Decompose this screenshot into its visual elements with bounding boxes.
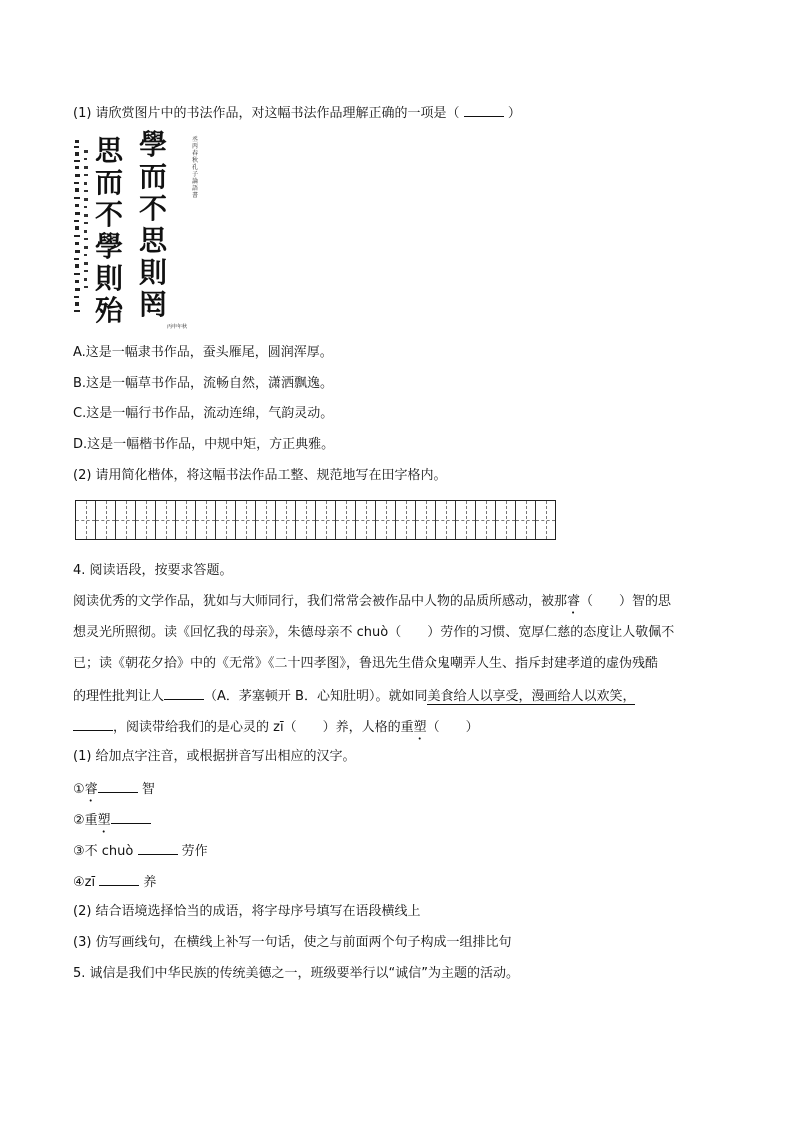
calligraphy-seal-text: 丙申年秋 — [166, 324, 187, 330]
grid-cell[interactable] — [236, 501, 256, 539]
option-b: B.这是一幅草书作品，流畅自然，潇洒飘逸。 — [73, 376, 334, 391]
dotted-char: 塑 — [413, 720, 427, 735]
grid-cell[interactable] — [436, 501, 456, 539]
q4-item-3 — [73, 842, 208, 860]
q3-part2-prompt: (2) 请用简化楷体，将这幅书法作品工整、规范地写在田字格内。 — [73, 468, 447, 483]
q3-part1-text: (1) 请欣赏图片中的书法作品，对这幅书法作品理解正确的一项是（ — [73, 106, 460, 121]
calli-char: 思 — [138, 224, 167, 257]
q4-sub3: (3) 仿写画线句，在横线上补写一句话，使之与前面两个句子构成一组排比句 — [73, 935, 512, 950]
item-text: 劳作 — [181, 844, 208, 859]
q4-paragraph-line-1 — [73, 594, 671, 617]
calli-char: 而 — [94, 166, 123, 199]
q4-sub2: (2) 结合语境选择恰当的成语，将字母序号填写在语段横线上 — [73, 904, 421, 919]
calli-char: 學 — [94, 230, 123, 263]
grid-cell[interactable] — [396, 501, 416, 539]
item-text: ③不 chuò — [73, 844, 134, 859]
q4-p5-end: （ ） — [426, 720, 479, 735]
grid-cell[interactable] — [156, 501, 176, 539]
grid-cell[interactable] — [336, 501, 356, 539]
calli-char: 學 — [138, 128, 167, 161]
tianzige-grid[interactable] — [75, 500, 556, 540]
answer-blank[interactable] — [99, 873, 139, 886]
dotted-char: 塑 — [97, 813, 111, 828]
answer-blank[interactable] — [464, 104, 504, 117]
option-d: D.这是一幅楷书作品，中规中矩，方正典雅。 — [73, 437, 335, 452]
calli-char: 則 — [94, 262, 123, 295]
calli-char: 不 — [138, 192, 167, 225]
q4-item-4 — [73, 873, 156, 891]
answer-blank[interactable] — [138, 842, 178, 855]
underlined-sentence: 美食给人以享受，漫画给人以欢笑， — [427, 689, 636, 704]
dotted-char: 睿 — [84, 782, 98, 797]
grid-cell[interactable] — [276, 501, 296, 539]
grid-cell[interactable] — [456, 501, 476, 539]
calli-char: 不 — [94, 198, 123, 231]
option-c: C.这是一幅行书作品，流动连绵，气韵灵动。 — [73, 406, 334, 421]
grid-cell[interactable] — [96, 501, 116, 539]
grid-cell[interactable] — [216, 501, 236, 539]
calligraphy-inscription: 丞丙春秋孔子論語書 — [191, 136, 198, 199]
q4-p1-end: （ ）智的思 — [580, 594, 672, 609]
grid-cell[interactable] — [376, 501, 396, 539]
q4-p4-options: （A．茅塞顿开 B．心知肚明）。就如同 — [204, 689, 428, 704]
q4-title: 4. 阅读语段，按要求答题。 — [73, 563, 233, 578]
calligraphy-side-text — [73, 138, 81, 318]
q5-title: 5. 诚信是我们中华民族的传统美德之一，班级要举行以“诚信”为主题的活动。 — [73, 966, 520, 981]
option-a: A.这是一幅隶书作品，蚕头雁尾，圆润浑厚。 — [73, 345, 333, 360]
idiom-blank[interactable] — [164, 687, 204, 700]
calligraphy-side-text-2 — [83, 148, 89, 308]
q4-item-1 — [73, 780, 155, 805]
answer-blank[interactable] — [111, 811, 151, 824]
grid-cell[interactable] — [136, 501, 156, 539]
q4-paragraph-line-4 — [73, 687, 635, 705]
grid-cell[interactable] — [176, 501, 196, 539]
q4-p5-text: ，阅读带给我们的是心灵的 zī（ ）养，人格的重 — [113, 720, 414, 735]
grid-cell[interactable] — [196, 501, 216, 539]
grid-cell[interactable] — [256, 501, 276, 539]
q4-sub1: (1) 给加点字注音，或根据拼音写出相应的汉字。 — [73, 749, 356, 764]
dotted-char: 睿 — [567, 594, 581, 609]
grid-cell[interactable] — [116, 501, 136, 539]
q4-paragraph-line-5 — [73, 718, 479, 743]
imitation-blank[interactable] — [73, 718, 113, 731]
q4-paragraph-line-2: 想灵光所照彻。读《回忆我的母亲》，朱德母亲不 chuò（ ）劳作的习惯、宽厚仁慈的态度让人敬佩不 — [73, 625, 675, 640]
calli-char-last-2: 殆 — [94, 294, 123, 327]
q3-part1-close: ） — [507, 106, 521, 121]
grid-cell[interactable] — [516, 501, 536, 539]
grid-cell[interactable] — [416, 501, 436, 539]
item-number: ① — [73, 782, 85, 797]
calli-char: 則 — [138, 256, 167, 289]
grid-cell[interactable] — [536, 501, 555, 539]
answer-blank[interactable] — [98, 780, 138, 793]
item-text: ④zī — [73, 875, 96, 890]
calli-char: 而 — [138, 160, 167, 193]
q4-paragraph-line-3: 已；读《朝花夕拾》中的《无常》《二十四孝图》，鲁迅先生借众鬼嘲弄人生、指斥封建孝道的虚伪残酷 — [73, 656, 659, 671]
grid-cell[interactable] — [476, 501, 496, 539]
grid-cell[interactable] — [76, 501, 96, 539]
grid-cell[interactable] — [296, 501, 316, 539]
grid-cell[interactable] — [316, 501, 336, 539]
q4-p4-text: 的理性批判让人 — [73, 689, 165, 704]
q3-part1-prompt — [73, 104, 521, 122]
grid-cell[interactable] — [356, 501, 376, 539]
item-text: ②重 — [73, 813, 98, 828]
item-text: 智 — [141, 782, 155, 797]
q4-p1-text: 阅读优秀的文学作品，犹如与大师同行，我们常常会被作品中人物的品质所感动，被那 — [73, 594, 568, 609]
calli-char-last-1: 罔 — [138, 288, 167, 321]
calligraphy-image — [73, 128, 203, 330]
q4-item-2 — [73, 811, 151, 836]
item-text: 养 — [143, 875, 157, 890]
grid-cell[interactable] — [496, 501, 516, 539]
calli-char: 思 — [94, 134, 123, 167]
